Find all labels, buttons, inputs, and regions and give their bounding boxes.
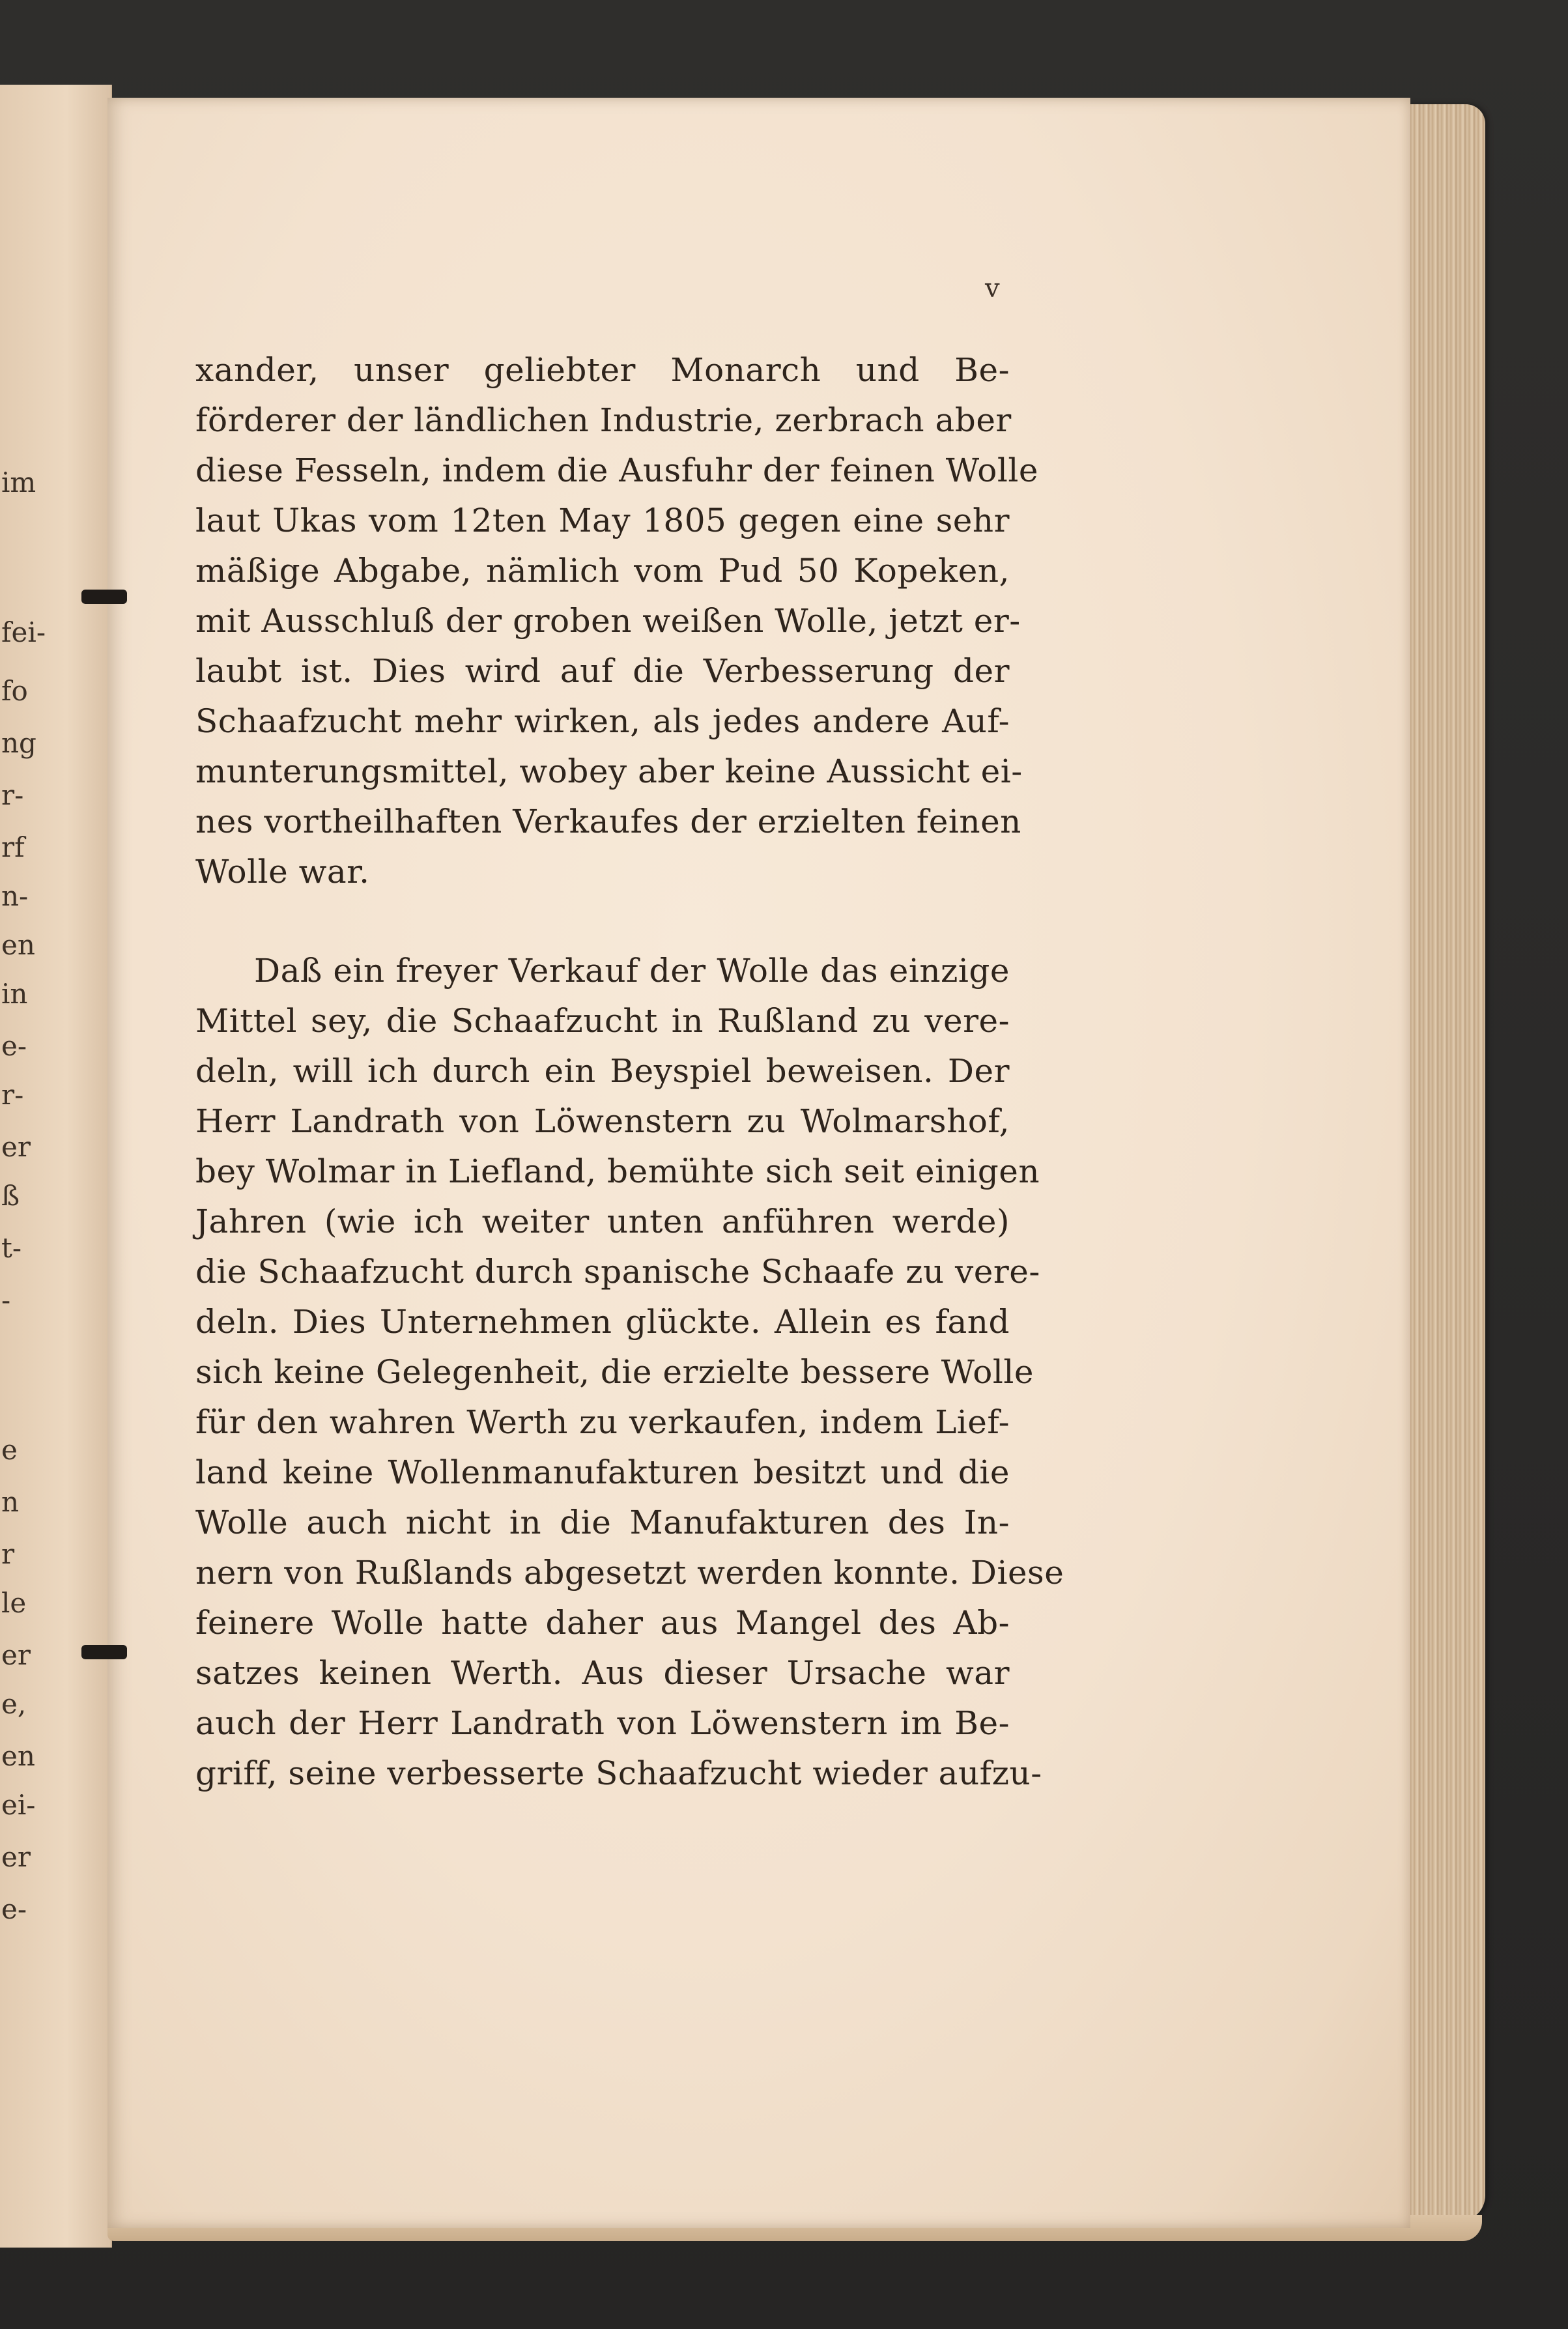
text-line: xander, unser geliebter Monarch und Be- (195, 351, 1010, 389)
left-fragment: r- (1, 1079, 24, 1111)
text-line: laubt ist. Dies wird auf die Verbesserung der (195, 652, 1010, 690)
left-fragment: ng (1, 727, 36, 759)
left-fragment: n (1, 1486, 20, 1518)
left-fragment: e, (1, 1688, 27, 1720)
text-line: sich keine Gelegenheit, die erzielte bessere Wolle (195, 1353, 1034, 1391)
binding-thread (81, 590, 127, 604)
left-fragment: fo (1, 675, 28, 707)
text-line: bey Wolmar in Liefland, bemühte sich seit einigen (195, 1152, 1040, 1190)
text-line: nern von Rußlands abgesetzt werden konnte. Diese (195, 1554, 1064, 1592)
text-line: deln. Dies Unternehmen glückte. Allein es fand (195, 1303, 1010, 1341)
paragraph-1 (195, 345, 1038, 897)
left-fragment: er (1, 1639, 31, 1671)
text-line: förderer der ländlichen Industrie, zerbrach aber (195, 401, 1012, 439)
text-line: land keine Wollenmanufakturen besitzt und die (195, 1453, 1010, 1491)
text-line: satzes keinen Werth. Aus dieser Ursache war (195, 1654, 1010, 1692)
text-line: die Schaafzucht durch spanische Schaafe zu vere- (195, 1253, 1040, 1291)
left-fragment: er (1, 1841, 31, 1873)
text-line: Wolle war. (195, 853, 370, 891)
left-fragment: t- (1, 1232, 22, 1264)
text-line: Herr Landrath von Löwenstern zu Wolmarshof, (195, 1102, 1010, 1140)
text-line: Jahren (wie ich weiter unten anführen werde) (195, 1203, 1010, 1240)
text-line: deln, will ich durch ein Beyspiel beweisen. Der (195, 1052, 1010, 1090)
left-fragment: fei- (1, 616, 46, 648)
left-fragment: er (1, 1131, 31, 1163)
left-fragment: r- (1, 779, 24, 811)
page-body-text (195, 345, 1064, 1799)
text-line: diese Fesseln, indem die Ausfuhr der feinen Wolle (195, 451, 1038, 489)
text-line: Daß ein freyer Verkauf der Wolle das einzige (254, 952, 1010, 990)
left-fragment: ei- (1, 1789, 36, 1821)
left-fragment: en (1, 929, 35, 961)
left-fragment: r (1, 1538, 15, 1570)
text-line: Wolle auch nicht in die Manufakturen des In- (195, 1504, 1010, 1541)
left-fragment: en (1, 1740, 35, 1772)
text-line: mit Ausschluß der groben weißen Wolle, jetzt er- (195, 602, 1021, 640)
paragraph-2 (195, 946, 1064, 1799)
text-line: feinere Wolle hatte daher aus Mangel des Ab- (195, 1604, 1010, 1642)
left-fragment: im (1, 466, 36, 498)
text-line: griff, seine verbesserte Schaafzucht wieder aufzu- (195, 1754, 1042, 1792)
text-line: nes vortheilhaften Verkaufes der erzielten feinen (195, 803, 1021, 840)
left-fragment: - (1, 1284, 11, 1316)
text-line: Mittel sey, die Schaafzucht in Rußland zu vere- (195, 1002, 1010, 1040)
left-fragment: le (1, 1587, 27, 1619)
text-line: Schaafzucht mehr wirken, als jedes andere Auf- (195, 702, 1010, 740)
page-number: v (985, 274, 1000, 304)
binding-thread (81, 1645, 127, 1659)
text-line: mäßige Abgabe, nämlich vom Pud 50 Kopeken, (195, 552, 1010, 590)
left-fragment: in (1, 978, 28, 1010)
text-line: laut Ukas vom 12ten May 1805 gegen eine sehr (195, 502, 1010, 539)
text-line: munterungsmittel, wobey aber keine Aussicht ei- (195, 752, 1023, 790)
left-page-edge (0, 85, 112, 2248)
left-fragment: n- (1, 880, 29, 912)
left-fragment: ß (1, 1180, 20, 1212)
text-line: auch der Herr Landrath von Löwenstern im Be- (195, 1704, 1010, 1742)
text-line: für den wahren Werth zu verkaufen, indem Lief- (195, 1403, 1010, 1441)
left-fragment: e- (1, 1030, 27, 1062)
left-fragment: rf (1, 831, 25, 863)
left-fragment: e- (1, 1893, 27, 1925)
left-fragment: e (1, 1434, 18, 1466)
